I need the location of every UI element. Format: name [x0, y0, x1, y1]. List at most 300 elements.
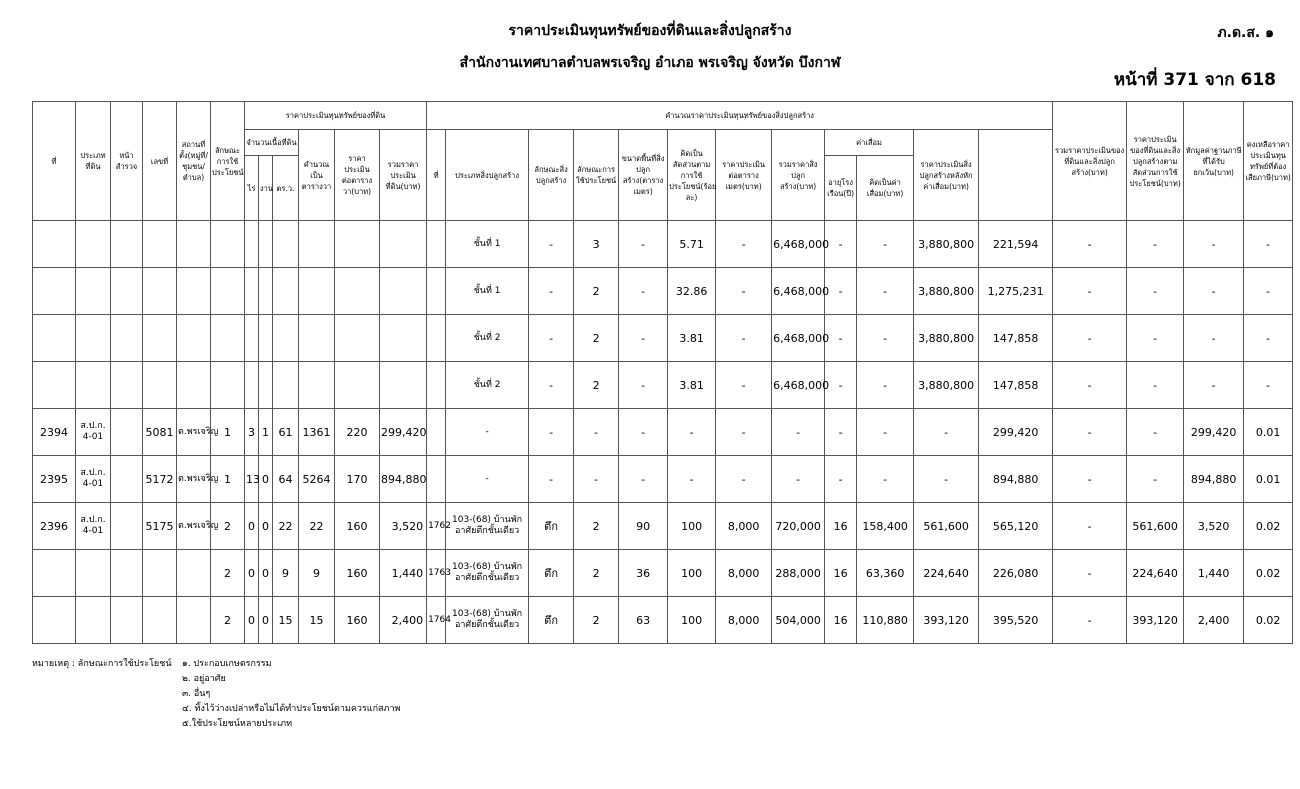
cell-land-total: 2,400: [380, 597, 427, 644]
cell-bldg-price-per-m: 8,000: [716, 503, 772, 550]
table-row: [33, 268, 1293, 315]
col-ngan: งาน: [259, 156, 273, 221]
cell-survey: [111, 362, 143, 409]
cell-ngan: [259, 362, 273, 409]
cell-bldg-total: 6,468,000: [772, 268, 825, 315]
report-title: ราคาประเมินทุนทรัพย์ของที่ดินและสิ่งปลูกสร้าง: [508, 23, 792, 39]
cell-location: [177, 362, 211, 409]
cell-location: [177, 597, 211, 644]
cell-after-dep: 3,880,800: [914, 315, 979, 362]
cell-bldg-total: 6,468,000: [772, 362, 825, 409]
col-remaining: คงเหลือราคาประเมินทุนทรัพย์ที่ต้องเสียภาษี(บาท): [1244, 102, 1293, 221]
cell-tax-rate: 0.02: [1244, 597, 1293, 644]
cell-bldg-pct: -: [668, 409, 716, 456]
cell-tax-rate: 0.01: [1244, 456, 1293, 503]
cell-location: ต.พรเจริญ: [177, 456, 211, 503]
cell-land-total: [380, 315, 427, 362]
col-bldg-type: ประเภทสิ่งปลูกสร้าง: [446, 130, 529, 221]
assessment-table: [32, 101, 1293, 644]
cell-bldg-size: 90: [619, 503, 668, 550]
cell-total-value: 147,858: [979, 315, 1053, 362]
cell-wa: 64: [273, 456, 299, 503]
cell-remaining: 2,400: [1184, 597, 1244, 644]
cell-survey: [111, 221, 143, 268]
col-bldg-price-per-m: ราคาประเมินต่อตารางเมตร(บาท): [716, 130, 772, 221]
cell-no: 2395: [33, 456, 76, 503]
cell-bldg-usage: 2: [574, 597, 619, 644]
cell-remaining: -: [1184, 315, 1244, 362]
table-body: [33, 221, 1293, 644]
cell-ngan: 0: [259, 503, 273, 550]
cell-total-value: 226,080: [979, 550, 1053, 597]
cell-bldg-no: 1762: [427, 503, 446, 550]
cell-bldg-pct: 5.71: [668, 221, 716, 268]
cell-bldg-pct: 100: [668, 550, 716, 597]
cell-land-total: 1,440: [380, 550, 427, 597]
cell-dep-value: -: [857, 221, 914, 268]
cell-wa: [273, 362, 299, 409]
cell-bldg-type: ชั้นที่ 2: [446, 315, 529, 362]
cell-dep-age: -: [825, 268, 857, 315]
cell-bldg-kind: -: [529, 409, 574, 456]
cell-ngan: 0: [259, 550, 273, 597]
cell-dep-value: 110,880: [857, 597, 914, 644]
cell-price-per-wa: 160: [335, 550, 380, 597]
cell-land-total: [380, 362, 427, 409]
cell-area: [299, 315, 335, 362]
cell-remaining: 3,520: [1184, 503, 1244, 550]
cell-deduction: -: [1127, 409, 1184, 456]
cell-bldg-pct: 32.86: [668, 268, 716, 315]
cell-rai: [245, 315, 259, 362]
cell-land-total: 894,880: [380, 456, 427, 503]
cell-remaining: 1,440: [1184, 550, 1244, 597]
col-dep-value: คิดเป็นค่าเสื่อม(บาท): [857, 156, 914, 221]
col-usage: ลักษณะการใช้ประโยชน์: [211, 102, 245, 221]
cell-deduction: 393,120: [1127, 597, 1184, 644]
col-group-area: จำนวนเนื้อที่ดิน: [245, 130, 299, 156]
cell-dep-value: -: [857, 409, 914, 456]
cell-bldg-type: ชั้นที่ 1: [446, 268, 529, 315]
cell-dep-value: -: [857, 268, 914, 315]
cell-rai: 3: [245, 409, 259, 456]
col-bldg-pct: คิดเป็นสัดส่วนตามการใช้ประโยชน์(ร้อยละ): [668, 130, 716, 221]
cell-land-total: [380, 221, 427, 268]
cell-ngan: [259, 315, 273, 362]
cell-price-per-wa: 170: [335, 456, 380, 503]
cell-bldg-no: [427, 221, 446, 268]
cell-remaining: -: [1184, 221, 1244, 268]
cell-bldg-usage: 2: [574, 315, 619, 362]
cell-wa: 15: [273, 597, 299, 644]
cell-dep-value: 158,400: [857, 503, 914, 550]
col-location: สถานที่ตั้ง(หมู่ที่/ชุมชน/ตำบล): [177, 102, 211, 221]
cell-price-per-wa: [335, 221, 380, 268]
cell-bldg-no: 1764: [427, 597, 446, 644]
cell-ngan: 1: [259, 409, 273, 456]
cell-usage: [211, 362, 245, 409]
col-dep-age: อายุโรงเรือน(ปี): [825, 156, 857, 221]
cell-usage: [211, 315, 245, 362]
cell-area: 5264: [299, 456, 335, 503]
cell-no: [33, 597, 76, 644]
cell-location: [177, 221, 211, 268]
cell-location: ต.พรเจริญ: [177, 409, 211, 456]
cell-bldg-price-per-m: -: [716, 221, 772, 268]
cell-bldg-pct: 100: [668, 597, 716, 644]
cell-deduction: -: [1127, 315, 1184, 362]
cell-bldg-size: 63: [619, 597, 668, 644]
cell-land-type: [76, 362, 111, 409]
table-row: [33, 315, 1293, 362]
cell-land-total: 3,520: [380, 503, 427, 550]
cell-proportional: -: [1053, 362, 1127, 409]
cell-area: [299, 362, 335, 409]
cell-bldg-no: [427, 268, 446, 315]
cell-bldg-no: [427, 362, 446, 409]
cell-area: 15: [299, 597, 335, 644]
cell-bldg-size: -: [619, 456, 668, 503]
cell-tax-rate: -: [1244, 221, 1293, 268]
cell-total-value: 221,594: [979, 221, 1053, 268]
cell-bldg-total: 288,000: [772, 550, 825, 597]
cell-after-dep: -: [914, 456, 979, 503]
cell-number: 5172: [143, 456, 177, 503]
table-row: [33, 456, 1293, 503]
cell-land-type: [76, 268, 111, 315]
cell-wa: [273, 221, 299, 268]
cell-bldg-usage: 2: [574, 362, 619, 409]
form-code: ภ.ด.ส. ๑: [1217, 25, 1274, 41]
cell-dep-age: -: [825, 221, 857, 268]
cell-proportional: -: [1053, 456, 1127, 503]
cell-area: 1361: [299, 409, 335, 456]
cell-area: 9: [299, 550, 335, 597]
cell-deduction: 224,640: [1127, 550, 1184, 597]
col-total-value: รวมราคาประเมินของที่ดินและสิ่งปลูกสร้าง(บาท): [1053, 102, 1127, 221]
cell-total-value: 565,120: [979, 503, 1053, 550]
cell-deduction: 561,600: [1127, 503, 1184, 550]
cell-bldg-total: 720,000: [772, 503, 825, 550]
col-no: ที่: [33, 102, 76, 221]
cell-bldg-pct: 3.81: [668, 362, 716, 409]
cell-survey: [111, 268, 143, 315]
cell-deduction: -: [1127, 456, 1184, 503]
cell-total-value: 1,275,231: [979, 268, 1053, 315]
cell-bldg-type: -: [446, 456, 529, 503]
cell-tax-rate: -: [1244, 362, 1293, 409]
cell-bldg-usage: 2: [574, 550, 619, 597]
cell-total-value: 299,420: [979, 409, 1053, 456]
cell-ngan: 0: [259, 597, 273, 644]
cell-bldg-kind: -: [529, 456, 574, 503]
cell-dep-age: -: [825, 362, 857, 409]
cell-dep-age: -: [825, 315, 857, 362]
cell-bldg-size: -: [619, 409, 668, 456]
cell-price-per-wa: [335, 362, 380, 409]
cell-dep-value: -: [857, 456, 914, 503]
cell-deduction: -: [1127, 268, 1184, 315]
cell-rai: 0: [245, 597, 259, 644]
cell-land-total: [380, 268, 427, 315]
cell-bldg-size: 36: [619, 550, 668, 597]
cell-bldg-total: 6,468,000: [772, 221, 825, 268]
cell-rai: 13: [245, 456, 259, 503]
cell-dep-value: 63,360: [857, 550, 914, 597]
table-row: [33, 550, 1293, 597]
cell-bldg-kind: -: [529, 362, 574, 409]
col-bldg-usage: ลักษณะการใช้ประโยชน์: [574, 130, 619, 221]
note-item: ๕.ใช้ประโยชน์หลายประเภท: [182, 719, 293, 729]
cell-no: 2394: [33, 409, 76, 456]
cell-rai: [245, 268, 259, 315]
cell-number: [143, 597, 177, 644]
cell-bldg-price-per-m: -: [716, 362, 772, 409]
cell-price-per-wa: 160: [335, 597, 380, 644]
cell-bldg-size: -: [619, 315, 668, 362]
cell-number: 5081: [143, 409, 177, 456]
cell-bldg-usage: -: [574, 456, 619, 503]
cell-no: [33, 550, 76, 597]
cell-bldg-type: ชั้นที่ 1: [446, 221, 529, 268]
cell-survey: [111, 409, 143, 456]
table-row: [33, 503, 1293, 550]
cell-bldg-no: [427, 315, 446, 362]
cell-bldg-type: 103-(68) บ้านพักอาศัยตึกชั้นเดียว: [446, 597, 529, 644]
col-group-depreciation: ค่าเสื่อม: [825, 130, 914, 156]
cell-after-dep: 3,880,800: [914, 221, 979, 268]
col-rai: ไร่: [245, 156, 259, 221]
cell-bldg-usage: -: [574, 409, 619, 456]
cell-price-per-wa: [335, 268, 380, 315]
cell-land-type: ส.ป.ก. 4-01: [76, 503, 111, 550]
cell-rai: 0: [245, 503, 259, 550]
cell-bldg-total: 6,468,000: [772, 315, 825, 362]
cell-no: [33, 315, 76, 362]
cell-after-dep: 561,600: [914, 503, 979, 550]
cell-wa: [273, 315, 299, 362]
col-survey-page: หน้าสำรวจ: [111, 102, 143, 221]
cell-bldg-price-per-m: -: [716, 409, 772, 456]
cell-bldg-size: -: [619, 221, 668, 268]
cell-total-value: 894,880: [979, 456, 1053, 503]
cell-after-dep: -: [914, 409, 979, 456]
cell-land-total: 299,420: [380, 409, 427, 456]
cell-bldg-no: [427, 456, 446, 503]
page-label: หน้าที่ 371 จาก 618: [1113, 70, 1276, 90]
cell-dep-age: 16: [825, 597, 857, 644]
cell-ngan: 0: [259, 456, 273, 503]
cell-number: [143, 550, 177, 597]
cell-rai: 0: [245, 550, 259, 597]
cell-bldg-no: 1763: [427, 550, 446, 597]
cell-bldg-kind: ตึก: [529, 503, 574, 550]
col-bldg-no: ที่: [427, 130, 446, 221]
cell-bldg-kind: -: [529, 268, 574, 315]
cell-ngan: [259, 268, 273, 315]
cell-deduction: -: [1127, 221, 1184, 268]
cell-dep-age: -: [825, 409, 857, 456]
cell-bldg-total: -: [772, 456, 825, 503]
cell-land-type: ส.ป.ก. 4-01: [76, 456, 111, 503]
col-wa: ตร.ว.: [273, 156, 299, 221]
table-row: [33, 597, 1293, 644]
col-bldg-kind: ลักษณะสิ่งปลูกสร้าง: [529, 130, 574, 221]
cell-area: [299, 268, 335, 315]
cell-wa: [273, 268, 299, 315]
cell-land-type: [76, 315, 111, 362]
cell-bldg-type: 103-(68) บ้านพักอาศัยตึกชั้นเดียว: [446, 503, 529, 550]
cell-number: 5175: [143, 503, 177, 550]
cell-number: [143, 315, 177, 362]
cell-tax-rate: 0.02: [1244, 550, 1293, 597]
cell-dep-value: -: [857, 362, 914, 409]
note-item: ๒. อยู่อาศัย: [182, 674, 226, 684]
cell-price-per-wa: [335, 315, 380, 362]
col-area-calc: คำนวณเป็นตารางวา: [299, 130, 335, 221]
col-bldg-size: ขนาดพื้นที่สิ่งปลูกสร้าง(ตารางเมตร): [619, 130, 668, 221]
cell-land-type: [76, 597, 111, 644]
cell-bldg-kind: -: [529, 315, 574, 362]
cell-no: 2396: [33, 503, 76, 550]
cell-usage: [211, 268, 245, 315]
cell-price-per-wa: 220: [335, 409, 380, 456]
cell-proportional: -: [1053, 597, 1127, 644]
cell-proportional: -: [1053, 503, 1127, 550]
page-indicator: [1114, 66, 1276, 93]
cell-ngan: [259, 221, 273, 268]
table-row: [33, 362, 1293, 409]
col-price-per-wa: ราคาประเมินต่อตารางวา(บาท): [335, 130, 380, 221]
cell-bldg-total: 504,000: [772, 597, 825, 644]
cell-bldg-no: [427, 409, 446, 456]
notes-list: [182, 657, 400, 732]
cell-proportional: -: [1053, 221, 1127, 268]
cell-bldg-total: -: [772, 409, 825, 456]
cell-remaining: 299,420: [1184, 409, 1244, 456]
cell-tax-rate: -: [1244, 315, 1293, 362]
cell-usage: 1: [211, 456, 245, 503]
cell-area: [299, 221, 335, 268]
cell-usage: [211, 221, 245, 268]
cell-bldg-price-per-m: 8,000: [716, 597, 772, 644]
cell-survey: [111, 550, 143, 597]
cell-no: [33, 268, 76, 315]
cell-bldg-size: -: [619, 362, 668, 409]
cell-bldg-kind: ตึก: [529, 597, 574, 644]
col-bldg-total: รวมราคาสิ่งปลูกสร้าง(บาท): [772, 130, 825, 221]
cell-wa: 22: [273, 503, 299, 550]
cell-after-dep: 224,640: [914, 550, 979, 597]
cell-land-type: [76, 221, 111, 268]
cell-bldg-type: -: [446, 409, 529, 456]
cell-price-per-wa: 160: [335, 503, 380, 550]
note-item: ๓. อื่นๆ: [182, 689, 211, 699]
cell-after-dep: 393,120: [914, 597, 979, 644]
col-group-land: ราคาประเมินทุนทรัพย์ของที่ดิน: [245, 102, 427, 130]
cell-survey: [111, 315, 143, 362]
note-item: ๑. ประกอบเกษตรกรรม: [182, 659, 272, 669]
cell-usage: 2: [211, 550, 245, 597]
cell-bldg-pct: -: [668, 456, 716, 503]
table-row: [33, 409, 1293, 456]
col-group-building: คำนวณราคาประเมินทุนทรัพย์ของสิ่งปลูกสร้าง: [427, 102, 1053, 130]
col-land-type: ประเภทที่ดิน: [76, 102, 111, 221]
cell-bldg-price-per-m: -: [716, 315, 772, 362]
cell-bldg-kind: -: [529, 221, 574, 268]
cell-bldg-usage: 2: [574, 503, 619, 550]
note-item: ๔. ทิ้งไว้ว่างเปล่าหรือไม่ได้ทำประโยชน์ตามควรแก่สภาพ: [182, 704, 401, 714]
cell-wa: 61: [273, 409, 299, 456]
cell-bldg-usage: 3: [574, 221, 619, 268]
cell-location: [177, 315, 211, 362]
cell-dep-age: -: [825, 456, 857, 503]
cell-proportional: -: [1053, 550, 1127, 597]
cell-area: 22: [299, 503, 335, 550]
cell-usage: 2: [211, 503, 245, 550]
cell-rai: [245, 362, 259, 409]
cell-number: [143, 362, 177, 409]
cell-deduction: -: [1127, 362, 1184, 409]
cell-after-dep: 3,880,800: [914, 362, 979, 409]
cell-survey: [111, 456, 143, 503]
cell-no: [33, 221, 76, 268]
cell-total-value: 395,520: [979, 597, 1053, 644]
cell-survey: [111, 597, 143, 644]
cell-no: [33, 362, 76, 409]
cell-land-type: ส.ป.ก. 4-01: [76, 409, 111, 456]
cell-number: [143, 268, 177, 315]
cell-remaining: -: [1184, 362, 1244, 409]
cell-bldg-pct: 3.81: [668, 315, 716, 362]
cell-location: [177, 268, 211, 315]
cell-dep-age: 16: [825, 503, 857, 550]
cell-usage: 1: [211, 409, 245, 456]
cell-bldg-price-per-m: -: [716, 268, 772, 315]
cell-remaining: -: [1184, 268, 1244, 315]
col-deduction: หักมูลค่าฐานภาษีที่ได้รับยกเว้น(บาท): [1184, 102, 1244, 221]
cell-bldg-pct: 100: [668, 503, 716, 550]
cell-location: [177, 550, 211, 597]
col-land-total: รวมราคาประเมินที่ดิน(บาท): [380, 130, 427, 221]
cell-number: [143, 221, 177, 268]
cell-dep-age: 16: [825, 550, 857, 597]
cell-bldg-type: ชั้นที่ 2: [446, 362, 529, 409]
cell-proportional: -: [1053, 268, 1127, 315]
cell-survey: [111, 503, 143, 550]
cell-bldg-kind: ตึก: [529, 550, 574, 597]
table-row: [33, 221, 1293, 268]
cell-land-type: [76, 550, 111, 597]
cell-proportional: -: [1053, 409, 1127, 456]
cell-wa: 9: [273, 550, 299, 597]
col-after-depreciation: ราคาประเมินสิ่งปลูกสร้างหลังหักค่าเสื่อม(บาท): [914, 130, 979, 221]
cell-tax-rate: 0.01: [1244, 409, 1293, 456]
cell-tax-rate: -: [1244, 268, 1293, 315]
cell-after-dep: 3,880,800: [914, 268, 979, 315]
cell-remaining: 894,880: [1184, 456, 1244, 503]
cell-bldg-price-per-m: 8,000: [716, 550, 772, 597]
cell-tax-rate: 0.02: [1244, 503, 1293, 550]
report-subtitle: สำนักงานเทศบาลตำบลพรเจริญ อำเภอ พรเจริญ จังหวัด บึงกาฬ: [459, 55, 841, 71]
cell-dep-value: -: [857, 315, 914, 362]
cell-bldg-price-per-m: -: [716, 456, 772, 503]
cell-bldg-size: -: [619, 268, 668, 315]
cell-proportional: -: [1053, 315, 1127, 362]
cell-bldg-usage: 2: [574, 268, 619, 315]
col-number: เลขที่: [143, 102, 177, 221]
cell-usage: 2: [211, 597, 245, 644]
